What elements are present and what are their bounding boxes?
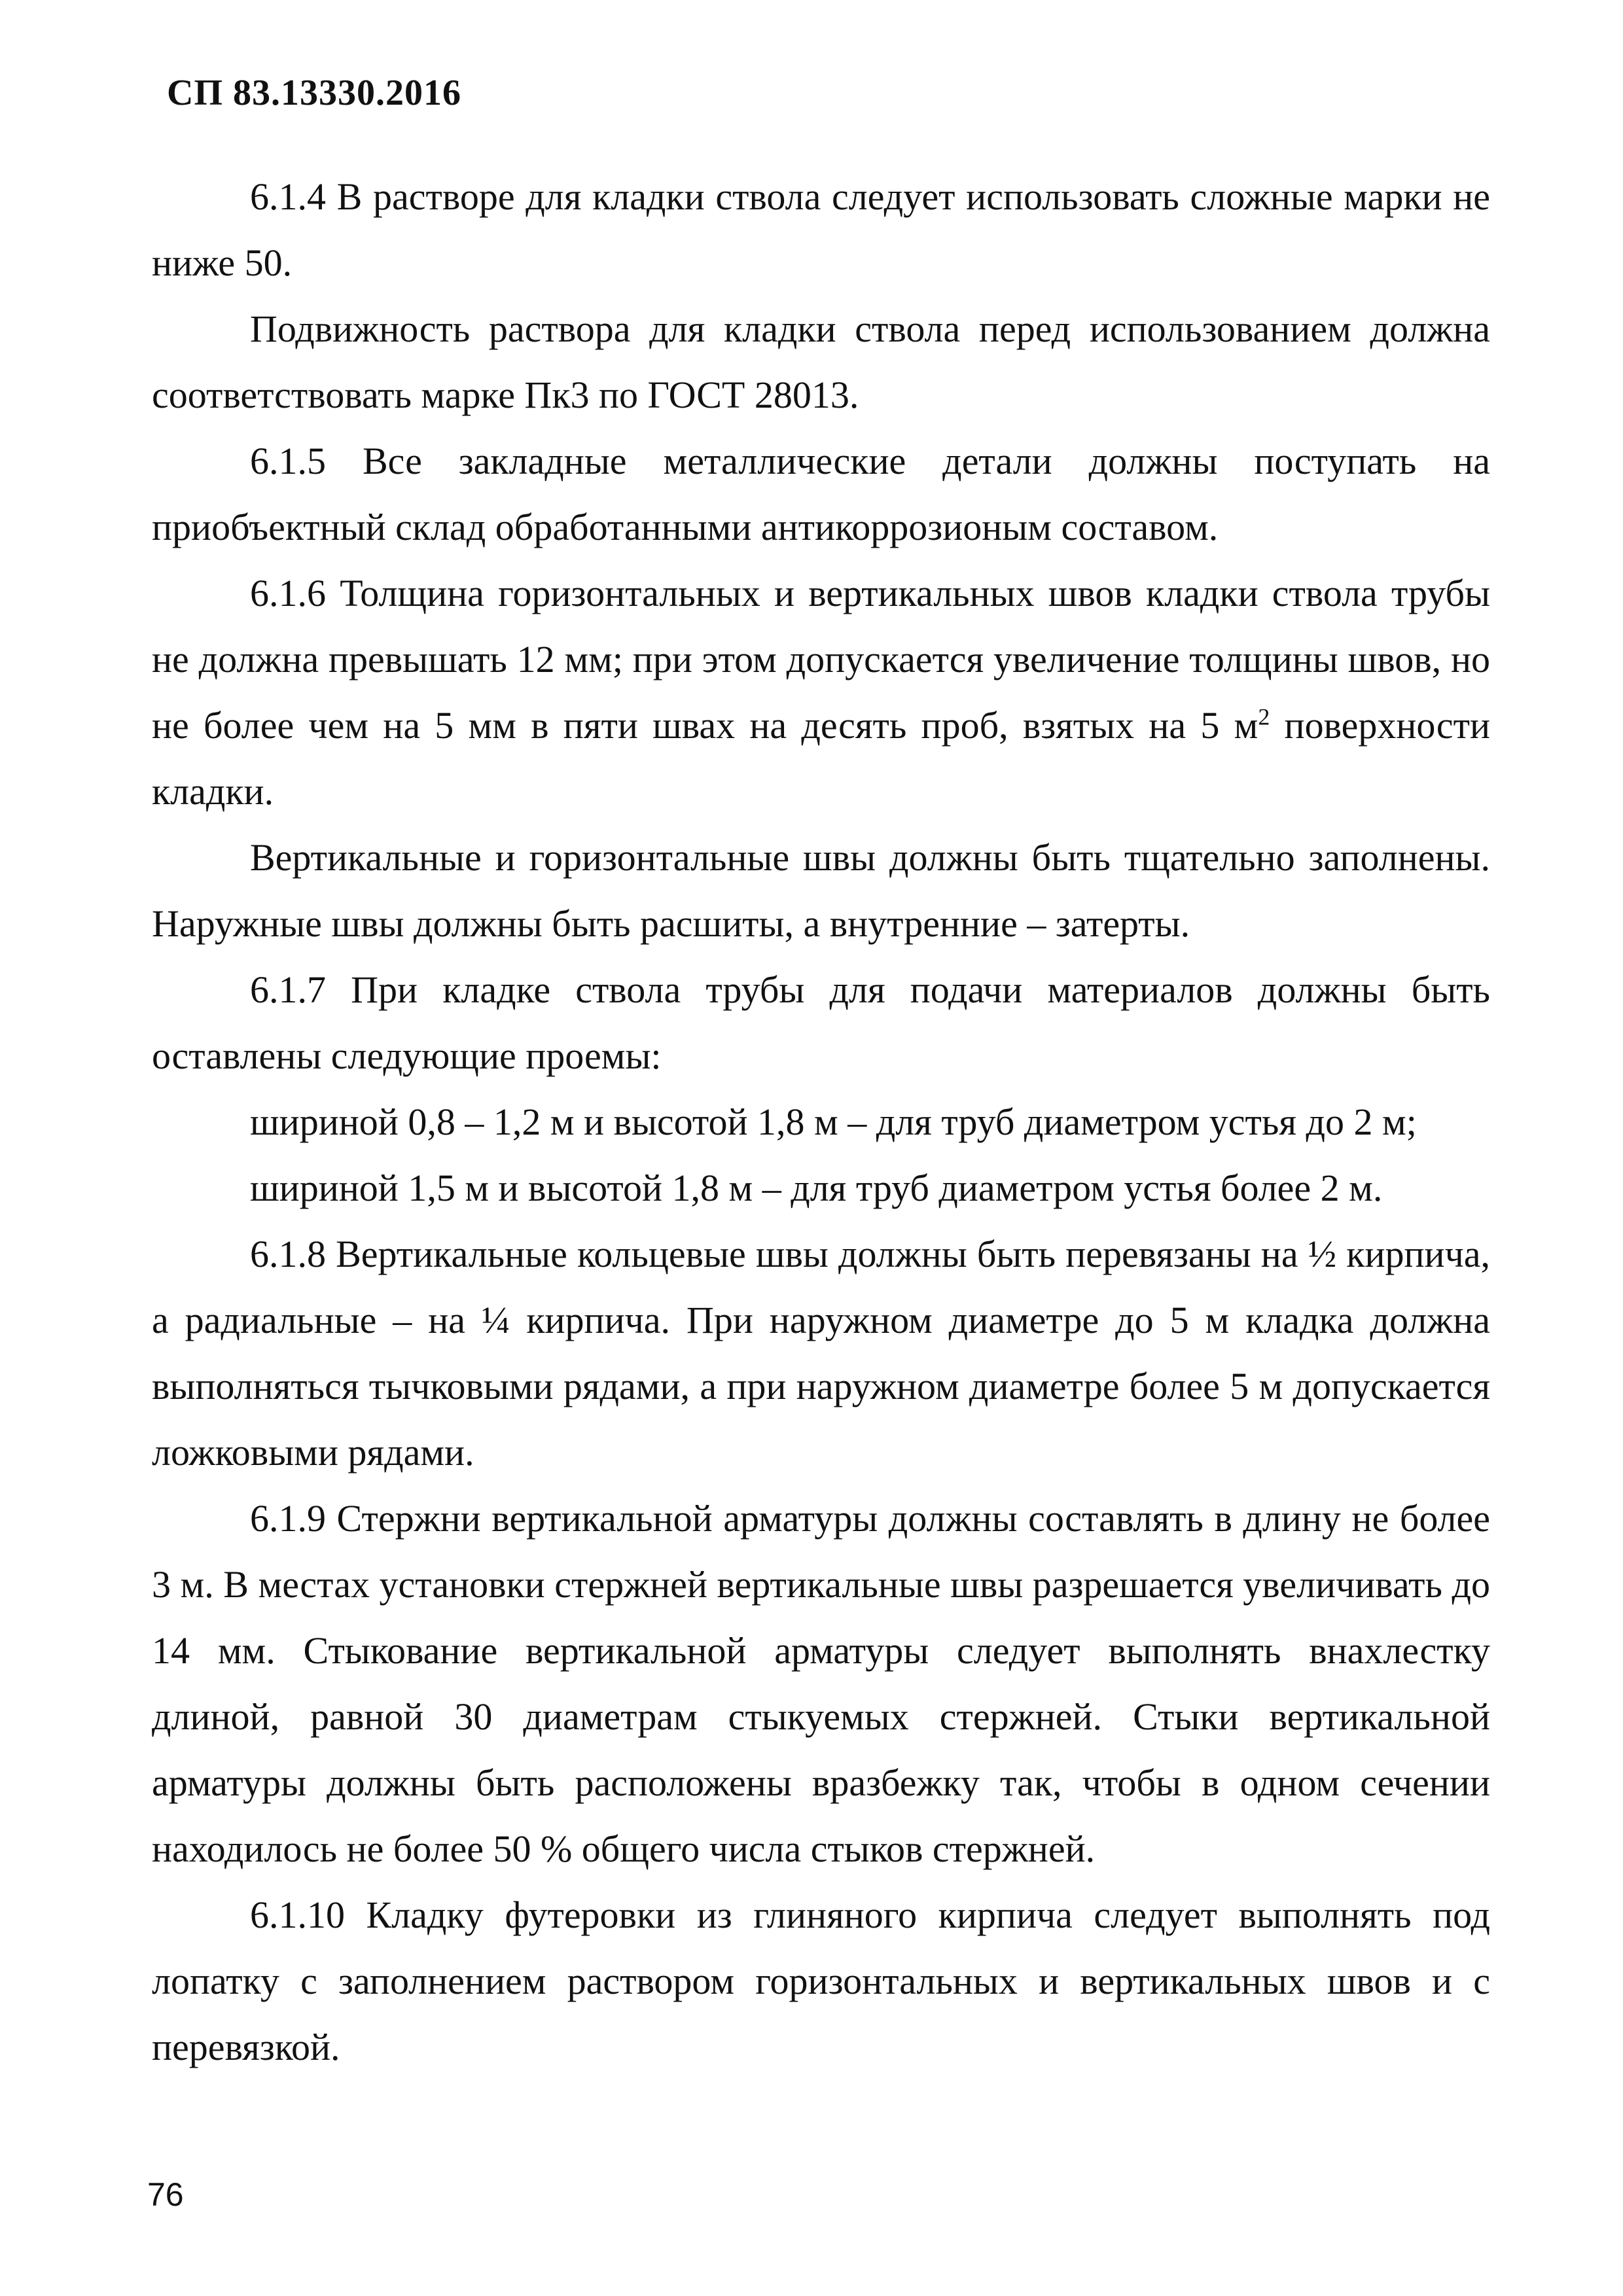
page-number: 76	[147, 2176, 184, 2213]
paragraph-6-1-4-mobility: Подвижность раствора для кладки ствола перед использованием должна соответствовать марке Пк3 по ГОСТ 28013.	[152, 308, 1490, 416]
document-body	[152, 164, 1490, 2080]
paragraph-6-1-6-joints: Вертикальные и горизонтальные швы должны быть тщательно заполнены. Наружные швы должны быть расшиты, а внутренние – затерты.	[152, 836, 1490, 945]
paragraph-6-1-10: 6.1.10 Кладку футеровки из глиняного кирпича следует выполнять под лопатку с заполнением раствором горизонтальных и вертикальных швов и с перевязкой.	[152, 1894, 1490, 2068]
list-item-opening-2: шириной 1,5 м и высотой 1,8 м – для труб диаметром устья более 2 м.	[250, 1167, 1383, 1209]
square-superscript: 2	[1258, 703, 1270, 730]
list-item-opening-1: шириной 0,8 – 1,2 м и высотой 1,8 м – для труб диаметром устья до 2 м;	[250, 1101, 1417, 1143]
document-code-header: СП 83.13330.2016	[167, 73, 461, 113]
paragraph-6-1-6-text: 6.1.6 Толщина горизонтальных и вертикальных швов кладки ствола трубы не должна превышать 12 мм; при этом допускается увеличение толщины швов, но не более чем на 5 мм в пяти швах на десять проб, взятых на 5 м	[152, 572, 1490, 747]
paragraph-6-1-6	[152, 560, 1490, 824]
paragraph-6-1-4: 6.1.4 В растворе для кладки ствола следует использовать сложные марки не ниже 50.	[152, 175, 1490, 284]
paragraph-6-1-8: 6.1.8 Вертикальные кольцевые швы должны быть перевязаны на ½ кирпича, а радиальные – на ¼ кирпича. При наружном диаметре до 5 м кладка должна выполняться тычковыми рядами, а при наружном диаметре более 5 м допускается ложковыми рядами.	[152, 1233, 1490, 1474]
paragraph-6-1-7: 6.1.7 При кладке ствола трубы для подачи материалов должны быть оставлены следующие проемы:	[152, 968, 1490, 1077]
paragraph-6-1-6-text-end: поверхности кладки.	[152, 704, 1490, 813]
paragraph-6-1-5: 6.1.5 Все закладные металлические детали должны поступать на приобъектный склад обработанными антикоррозионым составом.	[152, 440, 1490, 548]
paragraph-6-1-9: 6.1.9 Стержни вертикальной арматуры должны составлять в длину не более 3 м. В местах установки стержней вертикальные швы разрешается увеличивать до 14 мм. Стыкование вертикальной арматуры следует выполнять внахлестку длиной, равной 30 диаметрам стыкуемых стержней. Стыки вертикальной арматуры должны быть расположены вразбежку так, чтобы в одном сечении находилось не более 50 % общего числа стыков стержней.	[152, 1497, 1490, 1870]
